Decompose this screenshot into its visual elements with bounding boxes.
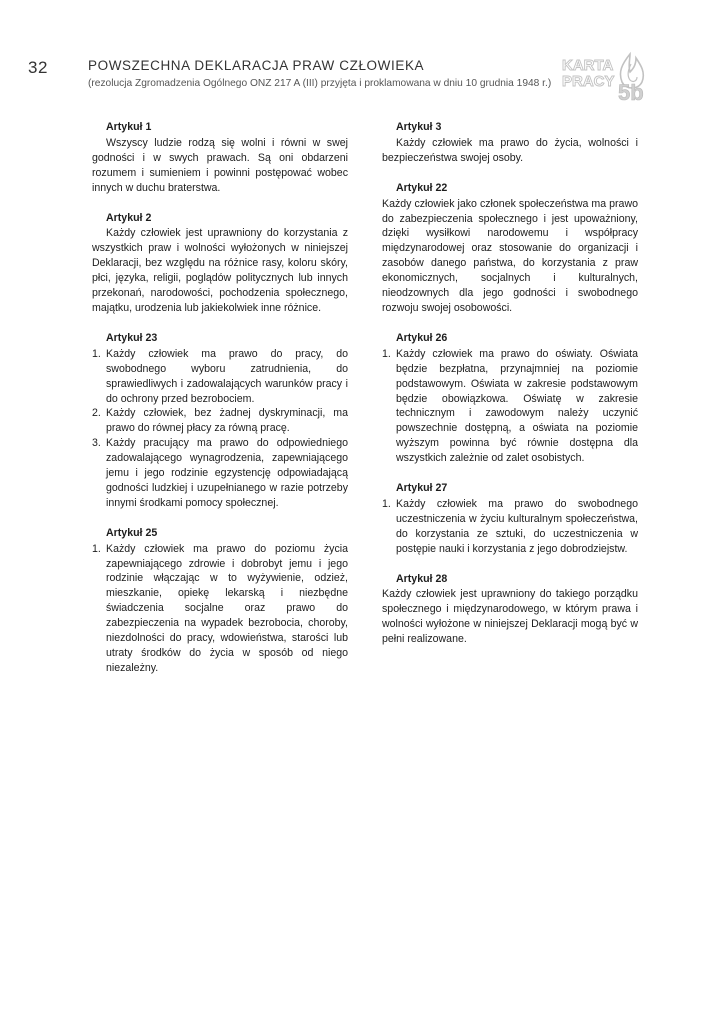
article-text: Wszyscy ludzie rodzą się wolni i równi w swej godności i w swych prawach. Są oni obdarzeni rozumem i sumieniem i powinni postępować wobec innych w duchu braterstwa. (92, 136, 348, 194)
logo-line1: KARTA (562, 57, 614, 74)
list-number: 1. (92, 347, 101, 360)
list-item (92, 542, 348, 676)
page-title: POWSZECHNA DEKLARACJA PRAW CZŁOWIEKA (88, 58, 425, 73)
article-points (382, 497, 638, 557)
article-26 (382, 331, 638, 466)
article-title: Artykuł 25 (106, 526, 158, 539)
logo-line2: PRACY (562, 73, 615, 90)
list-text: Każdy człowiek, bez żadnej dyskryminacji, ma prawo do równej płacy za równą pracę. (106, 407, 348, 435)
article-points (92, 542, 348, 676)
article-28 (382, 572, 638, 648)
article-3 (382, 120, 638, 166)
list-text: Każdy człowiek ma prawo do poziomu życia zapewniającego zdrowie i dobrobyt jemu i jego rodzinie włączając w to wyżywienie, odzież, mieszkanie, opiekę lekarską i niezbędne świadczenia socjalne oraz prawo do zabezpieczenia na wypadek bezrobocia, choroby, niezdolności do pracy, wdowieństwa, starości lub utraty środków do życia w sposób od niego niezależny. (106, 542, 348, 674)
article-text: Każdy człowiek jest uprawniony do korzystania z wszystkich praw i wolności wyłożonych w niniejszej Deklaracji, bez względu na różnice rasy, koloru skóry, płci, języka, religii, poglądów politycznych lub innych przekonań, narodowości, pochodzenia społecznego, majątku, urodzenia lub jakiekolwiek inne różnice. (92, 227, 348, 314)
left-column (92, 120, 348, 691)
article-title: Artykuł 2 (106, 211, 152, 224)
article-title: Artykuł 26 (396, 331, 448, 344)
article-2 (92, 211, 348, 316)
page-header (88, 58, 568, 89)
article-title: Artykuł 23 (106, 331, 158, 344)
list-text: Każdy człowiek ma prawo do oświaty. Oświata będzie bezpłatna, przynajmniej na poziomie podstawowym. Oświata w zakresie podstawowym będzie obowiązkowa. Oświatę w zakresie technicznym i zawodowym należy uczynić powszechnie dostępną, a oświata na poziomie wyższym powinna być równie dostępna dla wszystkich zależnie od zalet osobistych. (396, 347, 638, 465)
article-title: Artykuł 28 (396, 572, 448, 585)
list-number: 1. (382, 347, 391, 360)
page-subtitle: (rezolucja Zgromadzenia Ogólnego ONZ 217 A (III) przyjęta i proklamowana w dniu 10 grudnia 1948 r.) (88, 78, 552, 89)
list-text: Każdy człowiek ma prawo do pracy, do swobodnego wyboru zatrudnienia, do sprawiedliwych i zadowalających warunków pracy i do ochrony przed bezrobociem. (106, 347, 348, 405)
article-1 (92, 120, 348, 196)
article-text: Każdy człowiek ma prawo do życia, wolności i bezpieczeństwa swojej osoby. (382, 136, 638, 164)
article-title: Artykuł 27 (396, 482, 448, 495)
list-item (92, 436, 348, 511)
list-number: 3. (92, 437, 101, 450)
list-item (92, 406, 348, 436)
right-column (382, 120, 638, 662)
article-22 (382, 181, 638, 316)
article-27 (382, 481, 638, 557)
list-text: Każdy człowiek ma prawo do swobodnego uczestniczenia w życiu kulturalnym społeczeństwa, do korzystania ze sztuki, do uczestniczenia w postępie nauki i korzystania z jego dobrodziejstw. (396, 497, 638, 555)
article-title: Artykuł 3 (396, 121, 442, 133)
list-text: Każdy pracujący ma prawo do odpowiedniego zadowalającego wynagrodzenia, zapewniającego jemu i jego rodzinie egzystencję odpowiadającą godności ludzkiej i uzupełnianego w razie potrzeby innymi środkami pomocy społecznej. (106, 437, 348, 509)
article-points (382, 347, 638, 466)
article-title: Artykuł 1 (106, 121, 152, 133)
article-points (92, 347, 348, 511)
karta-pracy-logo (560, 50, 652, 102)
article-title: Artykuł 22 (396, 181, 448, 194)
list-item (92, 347, 348, 407)
logo-badge: 5b (618, 80, 644, 102)
page-number: 32 (28, 58, 48, 77)
article-23 (92, 331, 348, 511)
list-item (382, 497, 638, 557)
article-25 (92, 526, 348, 676)
article-text: Każdy człowiek jest uprawniony do takiego porządku społecznego i międzynarodowego, w którym prawa i wolności wyłożone w niniejszej Deklaracji mogą być w pełni realizowane. (382, 588, 638, 646)
list-number: 1. (92, 542, 101, 555)
list-number: 2. (92, 407, 101, 420)
list-number: 1. (382, 497, 391, 510)
list-item (382, 347, 638, 466)
article-text: Każdy człowiek jako członek społeczeństwa ma prawo do zabezpieczenia społecznego i jest upoważniony, dzięki wysiłkowi narodowemu i współpracy międzynarodowej oraz stosowanie do organizacji i zasobów danego państwa, do korzystania z praw ekonomicznych, socjalnych i kulturalnych, nieodzownych dla jego godności i swobodnego rozwoju swojej osobowości. (382, 197, 638, 314)
